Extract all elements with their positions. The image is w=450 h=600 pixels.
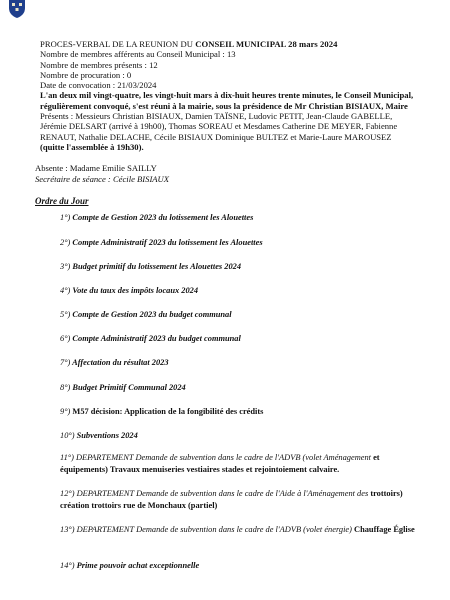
agenda-item	[60, 382, 422, 394]
agenda-item-number: 14°)	[60, 561, 75, 570]
presents-line: (quitte l'assemblée à 19h30).	[40, 141, 144, 152]
agenda-item-number: 2°)	[60, 238, 71, 247]
presents-line: Jérémie DELSART (arrivé à 19h00), Thomas SOREAU et Mesdames Catherine DE MEYER, Fabienne	[40, 121, 398, 132]
agenda-item	[60, 406, 422, 418]
agenda-item	[60, 357, 422, 369]
agenda-item-text: Compte de Gestion 2023 du lotissement les Alouettes	[72, 213, 254, 222]
agenda-item-text: Affectation du résultat 2023	[72, 358, 169, 367]
agenda-item-rest: et équipements) Travaux menuiseries vestiaires stades et rejointoiement calvaire.	[60, 453, 380, 474]
agenda-item-lead: DEPARTEMENT Demande de subvention dans le cadre de l'ADVB (volet énergie)	[76, 525, 352, 534]
presents-line: RENAUT, Nathalie DELACHE, Cécile BISIAUX Dominique BULTEZ et Marie-Laure MAROUSEZ	[40, 131, 392, 142]
document-header	[40, 39, 440, 152]
agenda-item-text: Compte Administratif 2023 du lotissement les Alouettes	[72, 238, 263, 247]
meta-present: Nombre de membres présents : 12	[40, 59, 158, 70]
agenda-item	[60, 212, 422, 224]
agenda-item	[60, 488, 422, 512]
agenda-item-number: 5°)	[60, 310, 71, 319]
agenda-item-text: Prime pouvoir achat exceptionnelle	[76, 561, 200, 570]
agenda-item-number: 8°)	[60, 383, 71, 392]
agenda-item-number: 1°)	[60, 213, 71, 222]
agenda-item	[60, 333, 422, 345]
agenda-item	[60, 309, 422, 321]
agenda-item-rest: trottoirs) création trottoirs rue de Monchaux (partiel)	[60, 489, 403, 510]
agenda-item-number: 12°)	[60, 489, 75, 498]
agenda-item-text: Compte Administratif 2023 du budget communal	[72, 334, 241, 343]
agenda-item	[60, 452, 422, 476]
agenda-item-number: 9°)	[60, 407, 71, 416]
agenda-item-text: M57 décision: Application de la fongibilité des crédits	[72, 407, 264, 416]
agenda-item-text: Compte de Gestion 2023 du budget communal	[72, 310, 232, 319]
municipal-crest-logo	[6, 0, 28, 18]
agenda-item-text: Vote du taux des impôts locaux 2024	[72, 286, 199, 295]
title-bold: CONSEIL MUNICIPAL 28 mars 2024	[195, 39, 338, 49]
page-title	[40, 39, 440, 49]
agenda-item	[60, 285, 422, 297]
agenda-heading: Ordre du Jour	[35, 196, 89, 206]
absent-line: Absente : Madame Emilie SAILLY	[35, 163, 157, 173]
meta-proxies: Nombre de procuration : 0	[40, 69, 132, 80]
narrative-line: L'an deux mil vingt-quatre, les vingt-huit mars à dix-huit heures trente minutes, le Conseil Municipal,	[40, 90, 414, 101]
agenda-item-text: Subventions 2024	[76, 431, 138, 440]
agenda-item	[60, 261, 422, 273]
agenda-item	[60, 560, 422, 572]
agenda-item-number: 10°)	[60, 431, 75, 440]
agenda-item	[60, 524, 422, 536]
agenda-item-text: Budget Primitif Communal 2024	[72, 383, 186, 392]
agenda-item-text: Budget primitif du lotissement les Alouettes 2024	[72, 262, 242, 271]
meta-convocation-date: Date de convocation : 21/03/2024	[40, 80, 157, 91]
agenda-item-number: 13°)	[60, 525, 75, 534]
agenda-item	[60, 430, 422, 442]
secretary-line: Secrétaire de séance : Cécile BISIAUX	[35, 174, 170, 184]
agenda-item-rest: Chauffage Église	[354, 525, 415, 534]
agenda-item-number: 3°)	[60, 262, 71, 271]
agenda-item-number: 11°)	[60, 453, 74, 462]
agenda-item-lead: DEPARTEMENT Demande de subvention dans le cadre de l'ADVB (volet Aménagement	[75, 453, 371, 462]
title-prefix: PROCES-VERBAL DE LA REUNION DU	[40, 39, 194, 49]
agenda-item	[60, 237, 422, 249]
presents-line: Présents : Messieurs Christian BISIAUX, Damien TAÏSNE, Ludovic PETIT, Jean-Claude GABELLE,	[40, 111, 393, 122]
agenda-item-lead: DEPARTEMENT Demande de subvention dans le cadre de l'Aide à l'Aménagement des	[76, 489, 369, 498]
agenda-item-number: 6°)	[60, 334, 71, 343]
agenda-item-number: 4°)	[60, 286, 71, 295]
agenda-item-number: 7°)	[60, 358, 71, 367]
narrative-line: régulièrement convoqué, s'est réuni à la mairie, sous la présidence de Mr Christian BISIAUX, Maire	[40, 100, 408, 111]
meta-members: Nombre de membres afférents au Conseil Municipal : 13	[40, 49, 236, 60]
